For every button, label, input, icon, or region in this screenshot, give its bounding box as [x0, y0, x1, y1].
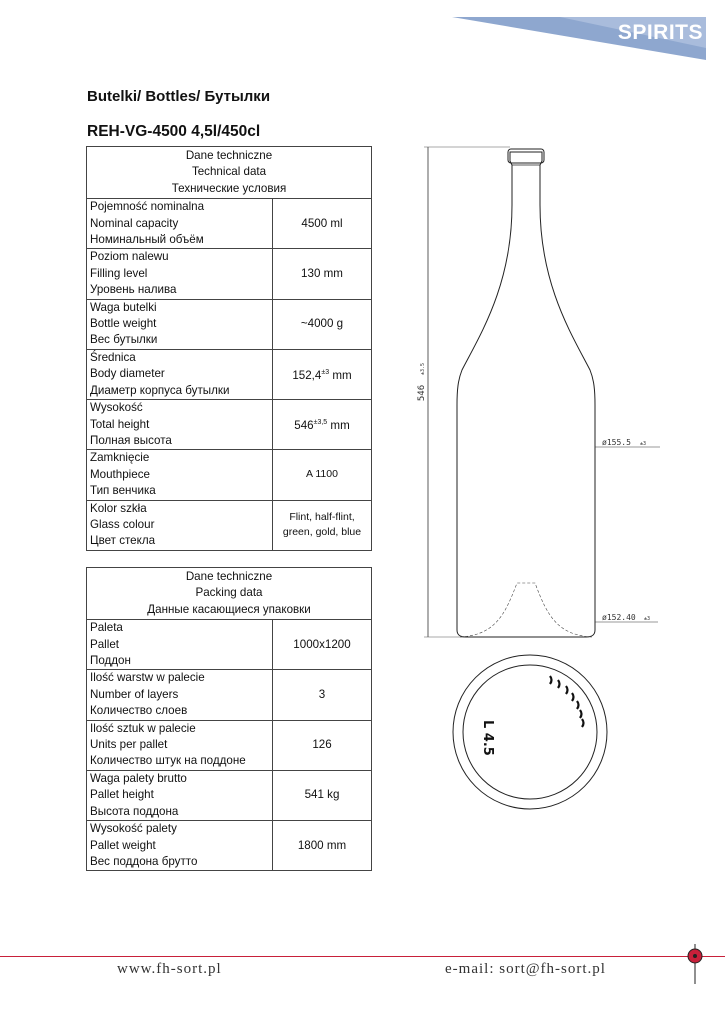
- bottle-outline: [457, 152, 595, 637]
- table-row: [87, 249, 372, 299]
- row-label: Kolor szkła Glass colour Цвет стекла: [87, 500, 273, 550]
- row-label: Waga palety brutto Pallet height Высота поддона: [87, 770, 273, 820]
- row-value: 126: [273, 720, 372, 770]
- shoulder-diameter-label: ø155.5: [602, 438, 631, 447]
- row-value: Flint, half-flint, green, gold, blue: [273, 500, 372, 550]
- table-header-row: [87, 568, 372, 620]
- table-row: [87, 500, 372, 550]
- table-row: [87, 299, 372, 349]
- bottle-bottom-view: [420, 648, 640, 818]
- table-header: Dane techniczne Technical data Технические условия: [87, 147, 372, 199]
- row-label: Ilość sztuk w palecie Units per pallet Количество штук на поддоне: [87, 720, 273, 770]
- row-label: Średnica Body diameter Диаметр корпуса бутылки: [87, 349, 273, 399]
- row-value: 3: [273, 670, 372, 720]
- neck-finish: [508, 149, 544, 163]
- row-value: 541 kg: [273, 770, 372, 820]
- table-row: [87, 670, 372, 720]
- row-value: A 1100: [273, 450, 372, 500]
- table-row: [87, 400, 372, 450]
- bottom-mark: L 4.5: [480, 720, 495, 756]
- footer-divider: [0, 956, 725, 957]
- product-code: REH-VG-4500 4,5l/450cl: [87, 123, 261, 140]
- footer-website[interactable]: www.fh-sort.pl: [117, 961, 222, 977]
- table-row: [87, 620, 372, 670]
- technical-data-table: [86, 146, 372, 551]
- footer-email[interactable]: e-mail: sort@fh-sort.pl: [445, 961, 606, 977]
- row-value: $546^{\pm 3,5}$ mm: [273, 400, 372, 450]
- row-value: 1800 mm: [273, 821, 372, 871]
- table-row: [87, 720, 372, 770]
- push-up-base: [460, 583, 592, 637]
- table-row: [87, 821, 372, 871]
- row-value: ~4000 g: [273, 299, 372, 349]
- table-row: [87, 349, 372, 399]
- row-label: Zamknięcie Mouthpiece Тип венчика: [87, 450, 273, 500]
- table-row: [87, 770, 372, 820]
- row-value: 4500 ml: [273, 199, 372, 249]
- row-value: 130 mm: [273, 249, 372, 299]
- footer-marker-icon: [683, 944, 707, 984]
- row-label: Pojemność nominalna Nominal capacity Номинальный объём: [87, 199, 273, 249]
- page-title: Butelki/ Bottles/ Бутылки: [87, 88, 271, 105]
- row-label: Poziom nalewu Filling level Уровень налива: [87, 249, 273, 299]
- row-value: 1000x1200: [273, 620, 372, 670]
- shoulder-diameter-tolerance: ±3: [640, 441, 647, 447]
- table-header: Dane techniczne Packing data Данные касающиеся упаковки: [87, 568, 372, 620]
- knurling-marks: [550, 676, 584, 727]
- row-label: Ilość warstw w palecie Number of layers Количество слоев: [87, 670, 273, 720]
- height-label: 546: [417, 384, 427, 402]
- table-header-row: [87, 147, 372, 199]
- height-tolerance: ±3.5: [420, 362, 426, 375]
- bottle-drawing: [400, 135, 680, 665]
- base-diameter-label: ø152.40: [602, 613, 636, 622]
- packing-data-table: [86, 567, 372, 871]
- spirits-banner: [0, 0, 725, 70]
- row-label: Waga butelki Bottle weight Вес бутылки: [87, 299, 273, 349]
- row-label: Wysokość palety Pallet weight Вес поддона брутто: [87, 821, 273, 871]
- row-value: $152,4^{\pm 3}$ mm: [273, 349, 372, 399]
- row-label: Wysokość Total height Полная высота: [87, 400, 273, 450]
- base-diameter-tolerance: ±3: [644, 616, 651, 622]
- row-label: Paleta Pallet Поддон: [87, 620, 273, 670]
- table-row: [87, 450, 372, 500]
- table-row: [87, 199, 372, 249]
- banner-label: SPIRITS: [617, 21, 703, 44]
